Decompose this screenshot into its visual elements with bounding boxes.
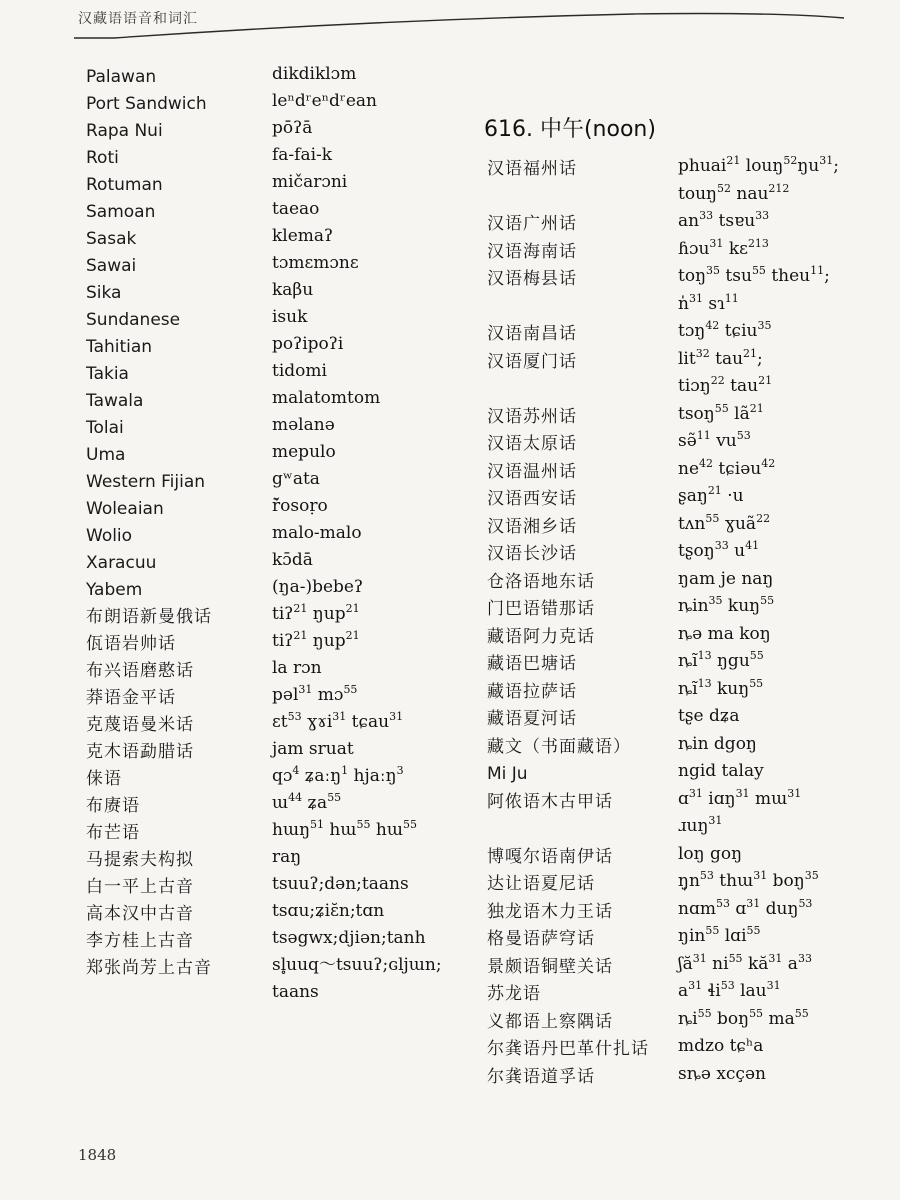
left-language-name: 布芒语	[86, 823, 140, 843]
left-language-name: 布朗语新曼俄话	[86, 607, 212, 627]
right-word-form: $ȵĩ^{13}$ kuŋ$^{55}$	[678, 676, 764, 699]
right-language-name: 藏语夏河话	[487, 709, 577, 729]
right-language-name: 汉语苏州话	[487, 406, 577, 427]
left-language-name: Yabem	[86, 580, 143, 600]
right-language-name: 汉语湘乡话	[487, 516, 577, 537]
right-language-name: 汉语厦门话	[487, 351, 577, 372]
right-word-form: ngid talay	[678, 761, 764, 781]
left-word-form: malo-malo	[272, 523, 362, 543]
right-word-form: $ŋ̩n^{53}$ thɯ$^{31}$ boŋ$^{35}$	[678, 869, 819, 891]
left-language-name: Tolai	[86, 418, 124, 438]
left-word-form: qɔ$^4$ ʑaːŋ$^1$ hjaːŋ$^3$	[272, 764, 404, 786]
right-language-name: 藏语巴塘话	[487, 654, 577, 674]
right-language-name: 独龙语木力王话	[487, 901, 613, 922]
right-language-name: 藏语阿力克话	[487, 626, 595, 647]
left-word-form: tidomi	[272, 361, 327, 381]
right-language-name: 阿侬语木古甲话	[487, 791, 613, 812]
left-language-name: Samoan	[86, 202, 156, 222]
left-language-name: Palawan	[86, 67, 157, 87]
right-language-name: 义都语上察隅话	[487, 1011, 613, 1032]
left-language-name: Sawai	[86, 256, 137, 276]
left-word-form: klemaʔ	[272, 226, 334, 246]
right-word-form: $an^{33}$ tsɐu$^{33}$	[678, 209, 770, 231]
right-language-name: 汉语太原话	[487, 434, 577, 454]
left-language-name: 克蔑语曼米话	[86, 715, 194, 735]
right-word-form: mdzo tɕʰa	[678, 1036, 764, 1056]
right-word-form: tʂe dʑa	[678, 706, 740, 726]
right-word-form: tʂoŋ$^{33}$ $u^{41}$	[678, 539, 760, 561]
right-word-form: tʌn$^{55}$ ɣuã$^{22}$	[678, 511, 771, 534]
right-word-form: ɦɔu$^{31}$ kɛ$^{213}$	[678, 236, 769, 259]
left-language-name: Rotuman	[86, 175, 163, 195]
right-word-form: sȵə xcçən	[678, 1063, 766, 1084]
left-language-name: 白一平上古音	[86, 877, 194, 897]
left-word-form: tiʔ$^{21}$ ŋup$^{21}$	[272, 629, 360, 651]
right-word-form: ʃă$^{31}$ $ni^{55}$ $kă^{31}$ $a^{33}$	[678, 951, 812, 974]
left-word-form: gʷata	[272, 469, 320, 489]
right-word-form: n̍$^{31}$ sɿ$^{11}$	[678, 291, 739, 314]
right-language-name: 博嘎尔语南伊话	[487, 846, 613, 867]
left-word-form: taans	[272, 982, 319, 1002]
left-language-name: 高本汉中古音	[86, 904, 194, 924]
left-language-name: 布兴语磨憨话	[86, 661, 194, 681]
left-word-form: sl̥uuq～tsuuʔ;ɢljɯn;	[272, 955, 442, 975]
section-title: 616. 中午(noon)	[484, 117, 656, 142]
left-language-name: Roti	[86, 148, 119, 168]
right-word-form: $ȵi^{55}$ boŋ$^{55}$ $ma^{55}$	[678, 1006, 809, 1029]
left-word-form: dikdiklɔm	[272, 64, 357, 84]
left-word-form: tsəgwx;djiən;tanh	[272, 928, 426, 948]
left-language-name: 佤语岩帅话	[86, 634, 176, 654]
left-language-name: Western Fijian	[86, 472, 206, 492]
right-language-name: 藏文（书面藏语）	[487, 736, 631, 757]
left-word-form: ɯ$^{44}$ ʑa$^{55}$	[272, 791, 342, 813]
left-language-name: Woleaian	[86, 499, 164, 519]
left-word-form: ɛt$^{53}$ ɣɤi$^{31}$ tɕau$^{31}$	[272, 710, 404, 732]
right-language-name: 汉语梅县话	[487, 269, 577, 289]
right-word-form: $ne^{42}$ tɕiəu$^{42}$	[678, 456, 776, 479]
right-language-name: 藏语拉萨话	[487, 681, 577, 702]
right-word-form: lit$^{32}$ tau$^{21}$;	[678, 346, 763, 369]
left-word-form: raŋ	[272, 847, 302, 867]
right-word-form: ŋam je naŋ	[678, 568, 774, 589]
right-word-form: tsoŋ$^{55}$ $lã^{21}$	[678, 401, 764, 424]
right-language-name: 汉语南昌话	[487, 324, 577, 344]
left-word-form: tsɑu;ʑiɛ̆n;tɑn	[272, 901, 385, 921]
right-word-form: toŋ$^{35}$ tsu$^{55}$ theu$^{11}$;	[678, 264, 830, 286]
right-word-form: $a^{31}$ ɬi$^{53}$ lau$^{31}$	[678, 979, 781, 1001]
left-word-form: hɯŋ$^{51}$ hɯ$^{55}$ hɯ$^{55}$	[272, 818, 417, 840]
left-word-form: pōʔā	[272, 118, 313, 138]
right-language-name: 苏龙语	[487, 984, 541, 1004]
right-word-form: tiɔŋ$^{22}$ tau$^{21}$	[678, 374, 773, 396]
right-word-form: loŋ goŋ	[678, 843, 743, 864]
left-language-name: Takia	[86, 364, 129, 384]
left-word-form: kaβu	[272, 280, 314, 300]
right-language-name: 格曼语萨穹话	[487, 929, 595, 949]
right-language-name: 汉语福州话	[487, 159, 577, 179]
left-language-name: 郑张尚芳上古音	[86, 958, 212, 978]
left-language-name: Tahitian	[86, 337, 153, 357]
right-word-form: $ȵĩ^{13}$ ŋgu$^{55}$	[678, 649, 764, 671]
left-word-form: ř̄osoṛo	[272, 496, 328, 516]
left-word-form: malatomtom	[272, 388, 381, 408]
left-word-form: (ŋa-)bebeʔ	[272, 577, 364, 597]
right-word-form: phuai$^{21}$ $louŋ^{52}ŋu^{31}$;	[678, 154, 839, 176]
left-word-form: leⁿdʳeⁿdʳean	[272, 91, 377, 111]
left-language-name: Xaracuu	[86, 553, 157, 573]
right-word-form: ʂaŋ$^{21}$ ·u	[678, 484, 744, 506]
right-word-form: ȵin dgoŋ	[678, 733, 757, 754]
right-word-form: ɹuŋ$^{31}$	[678, 814, 723, 836]
left-word-form: mepulo	[272, 442, 336, 462]
right-language-name: 汉语海南话	[487, 241, 577, 262]
right-language-name: 门巴语错那话	[487, 599, 595, 619]
right-word-form: ŋin$^{55}$ lɑi$^{55}$	[678, 924, 761, 946]
left-language-name: 克木语勐腊话	[86, 742, 194, 762]
right-word-form: ȵə ma koŋ	[678, 623, 771, 644]
left-language-name: Wolio	[86, 526, 133, 546]
running-head: 汉藏语语音和词汇	[78, 11, 198, 27]
right-language-name: 尔龚语道孚话	[487, 1066, 595, 1087]
left-word-form: isuk	[272, 307, 308, 327]
left-language-name: 莽语金平话	[86, 688, 176, 708]
left-word-form: poʔipoʔi	[272, 334, 344, 354]
right-language-name: 达让语夏尼话	[487, 874, 595, 894]
left-language-name: Sundanese	[86, 310, 181, 330]
left-word-form: pəl$^{31}$ mɔ$^{55}$	[272, 683, 358, 705]
left-word-form: mičarɔni	[272, 172, 348, 192]
right-language-name: Mi Ju	[487, 764, 528, 784]
left-word-form: kɔ̄dā	[272, 550, 313, 570]
right-language-name: 汉语温州话	[487, 461, 577, 482]
left-word-form: tiʔ$^{21}$ ŋup$^{21}$	[272, 602, 360, 624]
left-word-form: fa-fai-k	[272, 145, 333, 165]
left-word-form: məlanə	[272, 415, 335, 435]
right-word-form: nɑm$^{53}$ ɑ$^{31}$ duŋ$^{53}$	[678, 896, 813, 919]
left-language-name: 马提索夫构拟	[86, 850, 194, 870]
right-word-form: tɔŋ$^{42}$ tɕiu$^{35}$	[678, 319, 772, 341]
left-language-name: Tawala	[86, 391, 144, 411]
left-language-name: 李方桂上古音	[86, 931, 194, 951]
right-word-form: touŋ$^{52}$ nau$^{212}$	[678, 181, 790, 204]
left-word-form: tɔmɛmɔnɛ	[272, 253, 359, 273]
right-language-name: 汉语西安话	[487, 489, 577, 509]
left-word-form: tsuuʔ;dən;taans	[272, 874, 409, 894]
right-language-name: 汉语广州话	[487, 214, 577, 234]
right-language-name: 汉语长沙话	[487, 544, 577, 564]
right-language-name: 仓洛语地东话	[487, 571, 595, 592]
left-language-name: Sika	[86, 283, 122, 303]
left-word-form: la rɔn	[272, 658, 322, 678]
left-word-form: jam sruat	[272, 739, 354, 759]
right-word-form: ɑ$^{31}$ iɑŋ$^{31}$ mɯ$^{31}$	[678, 786, 802, 809]
left-language-name: 俫语	[86, 769, 122, 789]
right-word-form: sə̃$^{11}$ $vu^{53}$	[678, 429, 751, 451]
left-language-name: Port Sandwich	[86, 94, 207, 114]
right-word-form: ȵin$^{35}$ kuŋ$^{55}$	[678, 594, 775, 616]
left-word-form: taeao	[272, 199, 320, 219]
page-number: 1848	[78, 1146, 117, 1164]
left-language-name: Sasak	[86, 229, 137, 249]
right-language-name: 尔龚语丹巴革什扎话	[487, 1039, 649, 1059]
left-language-name: Uma	[86, 445, 126, 465]
right-language-name: 景颇语铜壁关话	[487, 956, 613, 977]
left-language-name: 布赓语	[86, 796, 140, 816]
left-language-name: Rapa Nui	[86, 121, 163, 141]
header-rule	[74, 12, 844, 42]
